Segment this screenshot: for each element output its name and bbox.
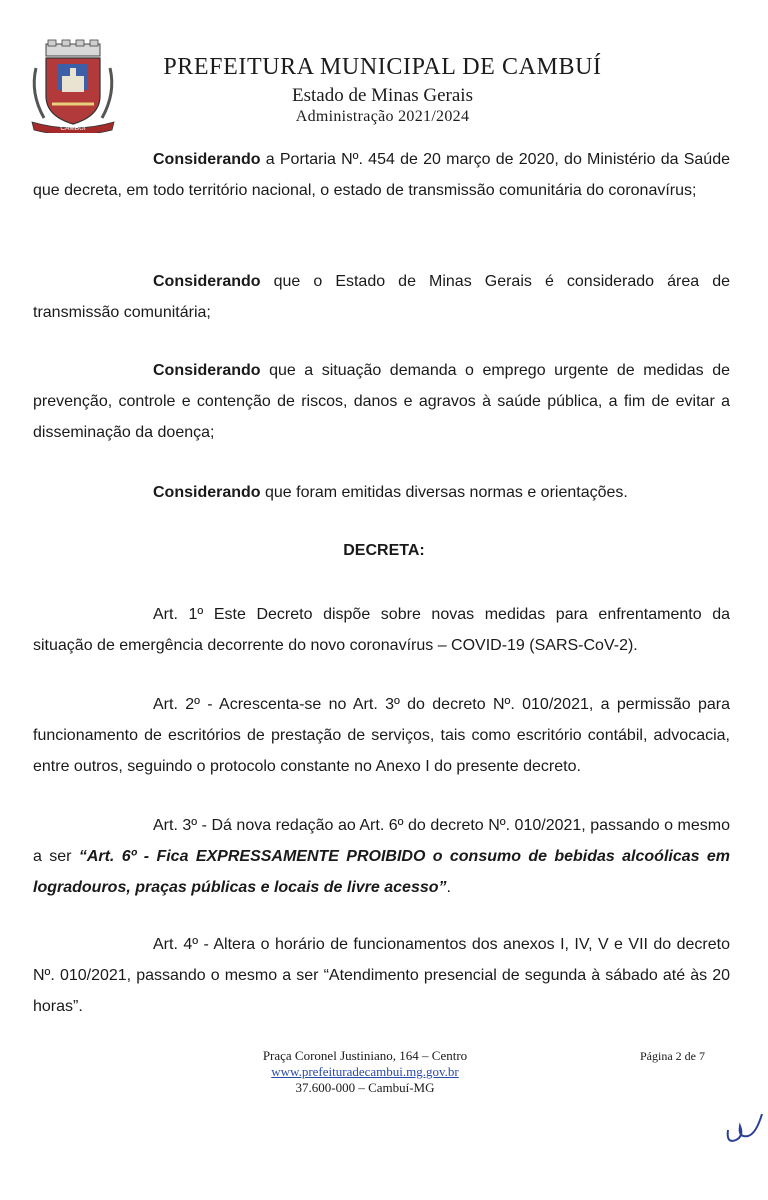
considerando-paragraph-3: Considerando que a situação demanda o emprego urgente de medidas de prevenção, controle e contenção de riscos, danos e agravos à saúde pública, a fim de evitar a disseminação da doença;	[33, 362, 730, 441]
header-state: Estado de Minas Gerais	[292, 85, 473, 106]
footer-website-link[interactable]: www.prefeituradecambui.mg.gov.br	[271, 1064, 459, 1079]
considerando-paragraph-2: Considerando que o Estado de Minas Gerais é considerado área de transmissão comunitária;	[33, 273, 730, 321]
coat-of-arms-logo	[28, 38, 118, 133]
article-4: Art. 4º - Altera o horário de funcionamentos dos anexos I, IV, V e VII do decreto Nº. 010/2021, passando o mesmo a ser “Atendimento presencial de segunda à sábado até às 20 horas”.	[33, 936, 730, 1015]
article-2: Art. 2º - Acrescenta-se no Art. 3º do decreto Nº. 010/2021, a permissão para funcionamento de escritórios de prestação de serviços, tais como escritório contábil, advocacia, entre outros, seguindo o protocolo constante no Anexo I do presente decreto.	[33, 696, 730, 775]
header-administration: Administração 2021/2024	[295, 108, 470, 125]
footer-address-block	[200, 1048, 530, 1096]
svg-text:CAMBUÍ: CAMBUÍ	[60, 125, 86, 132]
decreta-heading: DECRETA:	[343, 542, 425, 559]
considerando-paragraph-4: Considerando que foram emitidas diversas normas e orientações.	[153, 484, 628, 501]
signature-initials	[722, 1108, 768, 1148]
article-3-emphasis: “Art. 6º - Fica EXPRESSAMENTE PROIBIDO o consumo de bebidas alcoólicas em logradouros, praças públicas e locais de livre acesso”	[33, 848, 730, 896]
footer-cep: 37.600-000 – Cambuí-MG	[295, 1080, 435, 1095]
footer-address: Praça Coronel Justiniano, 164 – Centro	[262, 1048, 468, 1063]
page-number: Página 2 de 7	[640, 1049, 705, 1063]
article-3: Art. 3º - Dá nova redação ao Art. 6º do decreto Nº. 010/2021, passando o mesmo a ser “Art. 6º - Fica EXPRESSAMENTE PROIBIDO o consumo de bebidas alcoólicas em logradouros, praças públicas e locais de livre acesso”.	[33, 817, 730, 896]
header-title: PREFEITURA MUNICIPAL DE CAMBUÍ	[163, 54, 602, 80]
article-1: Art. 1º Este Decreto dispõe sobre novas medidas para enfrentamento da situação de emergência decorrente do novo coronavírus – COVID-19 (SARS-CoV-2).	[33, 606, 730, 654]
considerando-paragraph-1: Considerando a Portaria Nº. 454 de 20 março de 2020, do Ministério da Saúde que decreta, em todo território nacional, o estado de transmissão comunitária do coronavírus;	[33, 151, 730, 199]
